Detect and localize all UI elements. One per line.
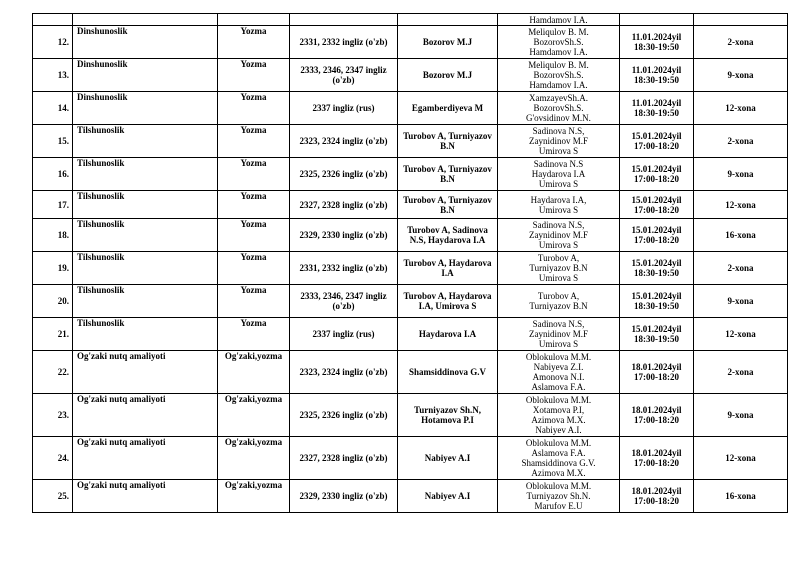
row-number: 17.	[33, 191, 73, 219]
exam-time: 17:00-18:20	[634, 235, 679, 245]
date-time-cell	[620, 318, 694, 351]
exam-form-cell: Yozma	[218, 252, 290, 285]
exam-date: 11.01.2024yil	[631, 98, 682, 108]
date-time-cell	[620, 252, 694, 285]
groups-cell: 2325, 2326 ingliz (o'zb)	[290, 158, 398, 191]
exam-form-cell: Og'zaki,yozma	[218, 394, 290, 437]
examiners-cell	[498, 252, 620, 285]
exam-time: 17:00-18:20	[634, 174, 679, 184]
table-row	[33, 252, 788, 285]
examiner-name: Xotamova P.I,	[532, 405, 585, 415]
exam-time: 18:30-19:50	[634, 268, 679, 278]
examiners-cell	[498, 59, 620, 92]
examiner-name: Oblokulova M.M.	[525, 438, 592, 448]
exam-form-cell: Yozma	[218, 318, 290, 351]
exam-time: 17:00-18:20	[634, 141, 679, 151]
row-number: 23.	[33, 394, 73, 437]
examiner-name: Sadinova N.S,	[532, 319, 585, 329]
date-time-cell	[620, 59, 694, 92]
examiner-name: Oblokulova M.M.	[525, 395, 592, 405]
groups-cell: 2323, 2324 ingliz (o'zb)	[290, 125, 398, 158]
table-row	[33, 285, 788, 318]
row-number: 19.	[33, 252, 73, 285]
room-cell: 2-xona	[694, 351, 788, 394]
examiner-name: Umirova S	[538, 240, 579, 250]
table-row	[33, 219, 788, 252]
examiners-cell	[498, 394, 620, 437]
subject-cell: Dinshunoslik	[73, 59, 218, 92]
date-time-cell	[620, 26, 694, 59]
examiner-name: Zaynidinov M.F	[528, 230, 588, 240]
examiner-name: Turniyazov Sh.N.	[526, 491, 591, 501]
room-cell: 9-xona	[694, 158, 788, 191]
exam-date: 18.01.2024yil	[631, 448, 682, 458]
groups-cell: 2329, 2330 ingliz (o'zb)	[290, 480, 398, 513]
examiner-name: Turobov A,	[537, 291, 580, 301]
teacher-cell: Bozorov M.J	[398, 26, 498, 59]
exam-form-cell: Yozma	[218, 191, 290, 219]
examiner-name: Haydarova I.A,	[530, 194, 587, 205]
examiner-name: Umirova S	[538, 273, 579, 283]
groups-cell: 2331, 2332 ingliz (o'zb)	[290, 252, 398, 285]
examiners-cell	[498, 480, 620, 513]
date-time-cell	[620, 219, 694, 252]
date-time-cell	[620, 92, 694, 125]
exam-date: 15.01.2024yil	[631, 291, 682, 301]
exam-form-cell: Yozma	[218, 59, 290, 92]
examiner-name: Hamdamov I.A.	[529, 47, 588, 57]
exam-form-cell: Yozma	[218, 125, 290, 158]
examiners-cell	[498, 219, 620, 252]
subject-cell: Tilshunoslik	[73, 158, 218, 191]
table-row	[33, 26, 788, 59]
exam-form-cell: Og'zaki,yozma	[218, 351, 290, 394]
exam-date: 15.01.2024yil	[631, 225, 682, 235]
examiners-cell	[498, 14, 620, 26]
teacher-cell	[398, 14, 498, 26]
date-time-cell	[620, 285, 694, 318]
exam-form-cell: Yozma	[218, 219, 290, 252]
groups-cell: 2333, 2346, 2347 ingliz (o'zb)	[290, 59, 398, 92]
date-time-cell	[620, 437, 694, 480]
room-cell: 16-xona	[694, 480, 788, 513]
table-row	[33, 158, 788, 191]
exam-date: 15.01.2024yil	[631, 258, 682, 268]
date-time-cell	[620, 351, 694, 394]
row-number: 18.	[33, 219, 73, 252]
exam-date: 18.01.2024yil	[631, 362, 682, 372]
exam-time: 18:30-19:50	[634, 75, 679, 85]
examiner-name: Hamdamov I.A.	[529, 80, 588, 90]
subject-cell: Tilshunoslik	[73, 318, 218, 351]
examiner-name: BozorovSh.S.	[533, 37, 584, 47]
exam-time: 17:00-18:20	[634, 458, 679, 468]
teacher-cell: Nabiyev A.I	[398, 480, 498, 513]
teacher-cell: Bozorov M.J	[398, 59, 498, 92]
groups-cell: 2323, 2324 ingliz (o'zb)	[290, 351, 398, 394]
subject-cell: Dinshunoslik	[73, 92, 218, 125]
examiners-cell	[498, 191, 620, 219]
subject-cell: Og'zaki nutq amaliyoti	[73, 480, 218, 513]
room-cell: 9-xona	[694, 285, 788, 318]
exam-date: 15.01.2024yil	[631, 131, 682, 141]
row-number: 13.	[33, 59, 73, 92]
examiner-name: Aslamova F.A.	[531, 382, 586, 392]
teacher-cell: Turniyazov Sh.N, Hotamova P.I	[398, 394, 498, 437]
groups-cell	[290, 14, 398, 26]
examiner-name: Umirova S	[538, 146, 579, 156]
examiner-name: Aslamova F.A.	[531, 448, 586, 458]
exam-time: 18:30-19:50	[634, 108, 679, 118]
examiner-name: Turniyazov B.N	[529, 301, 588, 311]
exam-form-cell: Og'zaki,yozma	[218, 480, 290, 513]
examiner-name: Umirova S	[538, 339, 579, 349]
exam-form-cell: Yozma	[218, 92, 290, 125]
date-time-cell	[620, 394, 694, 437]
groups-cell: 2333, 2346, 2347 ingliz (o'zb)	[290, 285, 398, 318]
examiner-name: Turniyazov B.N	[529, 263, 588, 273]
examiner-name: BozorovSh.S.	[533, 70, 584, 80]
examiner-name: Umirova S	[538, 179, 579, 189]
groups-cell: 2331, 2332 ingliz (o'zb)	[290, 26, 398, 59]
examiner-name: Meliqulov B. M.	[528, 27, 589, 37]
examiners-cell	[498, 351, 620, 394]
examiner-name: Marufov E.U	[534, 501, 583, 511]
teacher-cell: Turobov A, Turniyazov B.N	[398, 125, 498, 158]
date-time-cell	[620, 158, 694, 191]
row-number	[33, 14, 73, 26]
examiners-cell	[498, 125, 620, 158]
teacher-cell: Turobov A, Haydarova I.A, Umirova S	[398, 285, 498, 318]
examiner-name: Turobov A,	[537, 253, 580, 263]
subject-cell: Tilshunoslik	[73, 219, 218, 252]
examiners-cell	[498, 158, 620, 191]
room-cell	[694, 14, 788, 26]
examiner-name: Azimova M.X.	[531, 468, 586, 478]
row-number: 25.	[33, 480, 73, 513]
examiner-name: Oblokulova M.M.	[525, 352, 592, 362]
examiners-cell	[498, 26, 620, 59]
groups-cell: 2329, 2330 ingliz (o'zb)	[290, 219, 398, 252]
row-number: 22.	[33, 351, 73, 394]
exam-form-cell	[218, 14, 290, 26]
exam-form-cell: Yozma	[218, 26, 290, 59]
exam-time: 18:30-19:50	[634, 301, 679, 311]
room-cell: 12-xona	[694, 318, 788, 351]
groups-cell: 2327, 2328 ingliz (o'zb)	[290, 191, 398, 219]
exam-date: 15.01.2024yil	[631, 164, 682, 174]
teacher-cell: Haydarova I.A	[398, 318, 498, 351]
subject-cell: Tilshunoslik	[73, 125, 218, 158]
row-number: 16.	[33, 158, 73, 191]
exam-date: 15.01.2024yil	[631, 324, 682, 334]
date-time-cell	[620, 125, 694, 158]
examiners-cell	[498, 285, 620, 318]
room-cell: 12-xona	[694, 92, 788, 125]
room-cell: 2-xona	[694, 252, 788, 285]
groups-cell: 2337 ingliz (rus)	[290, 92, 398, 125]
row-number: 24.	[33, 437, 73, 480]
row-number: 21.	[33, 318, 73, 351]
teacher-cell: Shamsiddinova G.V	[398, 351, 498, 394]
exam-form-cell: Yozma	[218, 285, 290, 318]
table-row	[33, 92, 788, 125]
subject-cell	[73, 14, 218, 26]
subject-cell: Tilshunoslik	[73, 285, 218, 318]
examiner-name: Sadinova N.S,	[532, 220, 585, 230]
table-row	[33, 125, 788, 158]
room-cell: 16-xona	[694, 219, 788, 252]
subject-cell: Og'zaki nutq amaliyoti	[73, 437, 218, 480]
table-row	[33, 191, 788, 219]
examiner-name: Sadinova N.S	[533, 159, 584, 169]
room-cell: 2-xona	[694, 125, 788, 158]
room-cell: 9-xona	[694, 59, 788, 92]
teacher-cell: Turobov A, Turniyazov B.N	[398, 158, 498, 191]
exam-time: 17:00-18:20	[634, 415, 679, 425]
groups-cell: 2325, 2326 ingliz (o'zb)	[290, 394, 398, 437]
examiner-name: XamzayevSh.A.	[529, 93, 588, 103]
room-cell: 12-xona	[694, 437, 788, 480]
groups-cell: 2337 ingliz (rus)	[290, 318, 398, 351]
examiners-cell	[498, 318, 620, 351]
examiner-name: Meliqulov B. M.	[528, 60, 589, 70]
exam-form-cell: Yozma	[218, 158, 290, 191]
groups-cell: 2327, 2328 ingliz (o'zb)	[290, 437, 398, 480]
subject-cell: Tilshunoslik	[73, 191, 218, 219]
room-cell: 2-xona	[694, 26, 788, 59]
row-number: 14.	[33, 92, 73, 125]
exam-time: 17:00-18:20	[634, 372, 679, 382]
examiner-name: Oblokulova M.M.	[525, 481, 592, 491]
examiner-name: Zaynidinov M.F	[528, 329, 588, 339]
exam-date: 11.01.2024yil	[631, 32, 682, 42]
subject-cell: Og'zaki nutq amaliyoti	[73, 351, 218, 394]
date-time-cell	[620, 191, 694, 219]
teacher-cell: Egamberdiyeva M	[398, 92, 498, 125]
examiner-name: Hamdamov I.A.	[529, 14, 588, 25]
teacher-cell: Nabiyev A.I	[398, 437, 498, 480]
examiner-name: G'ovsidinov M.N.	[526, 113, 591, 123]
room-cell: 9-xona	[694, 394, 788, 437]
date-time-cell	[620, 480, 694, 513]
room-cell: 12-xona	[694, 191, 788, 219]
examiner-name: Sadinova N.S,	[532, 126, 585, 136]
table-row	[33, 394, 788, 437]
examiner-name: Nabiyev A.I.	[535, 425, 582, 435]
schedule-body	[33, 14, 788, 513]
date-time-cell	[620, 14, 694, 26]
subject-cell: Og'zaki nutq amaliyoti	[73, 394, 218, 437]
exam-time: 18:30-19:50	[634, 42, 679, 52]
table-row	[33, 14, 788, 26]
examiners-cell	[498, 92, 620, 125]
examiner-name: Amonova N.I.	[532, 372, 585, 382]
examiner-name: Haydarova I.A	[531, 169, 586, 179]
examiner-name: Zaynidinov M.F	[528, 136, 588, 146]
exam-form-cell: Og'zaki,yozma	[218, 437, 290, 480]
table-row	[33, 59, 788, 92]
exam-time: 17:00-18:20	[634, 496, 679, 506]
exam-time: 18:30-19:50	[634, 334, 679, 344]
table-row	[33, 437, 788, 480]
examiner-name: Umirova S	[538, 204, 579, 215]
subject-cell: Dinshunoslik	[73, 26, 218, 59]
teacher-cell: Turobov A, Sadinova N.S, Haydarova I.A	[398, 219, 498, 252]
exam-date: 18.01.2024yil	[631, 486, 682, 496]
examiner-name: BozorovSh.S.	[533, 103, 584, 113]
row-number: 20.	[33, 285, 73, 318]
teacher-cell: Turobov A, Turniyazov B.N	[398, 191, 498, 219]
examiners-cell	[498, 437, 620, 480]
subject-cell: Tilshunoslik	[73, 252, 218, 285]
table-row	[33, 351, 788, 394]
exam-time: 17:00-18:20	[634, 204, 679, 215]
exam-date: 18.01.2024yil	[631, 405, 682, 415]
table-row	[33, 480, 788, 513]
schedule-table	[32, 13, 788, 513]
examiner-name: Nabiyeva Z.I.	[533, 362, 584, 372]
exam-date: 15.01.2024yil	[631, 194, 682, 205]
table-row	[33, 318, 788, 351]
examiner-name: Shamsiddinova G.V.	[521, 458, 596, 468]
row-number: 15.	[33, 125, 73, 158]
examiner-name: Azimova M.X.	[531, 415, 586, 425]
exam-date: 11.01.2024yil	[631, 65, 682, 75]
teacher-cell: Turobov A, Haydarova I.A	[398, 252, 498, 285]
row-number: 12.	[33, 26, 73, 59]
